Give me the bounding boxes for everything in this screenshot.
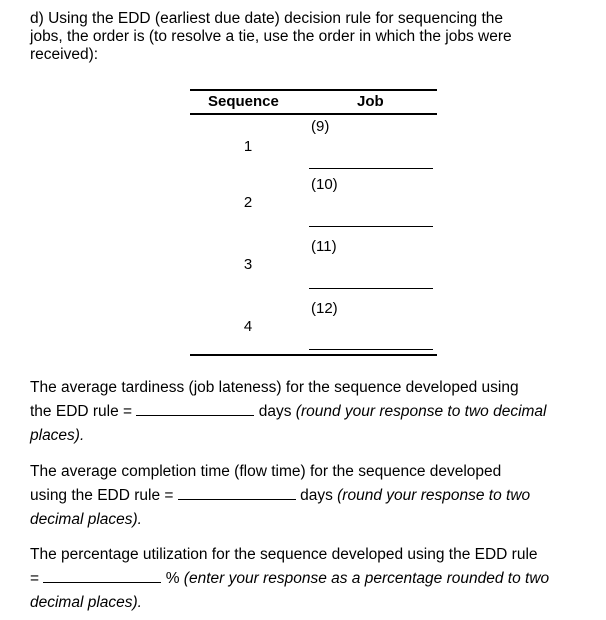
table-bottom-rule <box>190 354 437 356</box>
completion-unit: days <box>300 487 333 504</box>
tardiness-line-1: The average tardiness (job lateness) for the sequence developed using <box>30 379 519 396</box>
completion-line-1: The average completion time (flow time) for the sequence developed <box>30 463 502 480</box>
average-tardiness-input[interactable] <box>136 403 254 416</box>
sequence-number-1: 1 <box>243 138 253 155</box>
job-code-9: (9) <box>311 118 330 135</box>
average-completion-time-input[interactable] <box>178 487 296 500</box>
completion-question <box>30 460 530 532</box>
question-line-3: received): <box>30 46 99 63</box>
job-code-10: (10) <box>311 176 338 193</box>
tardiness-question <box>30 376 547 448</box>
sequence-header: Sequence <box>208 93 279 110</box>
question-line-2: jobs, the order is (to resolve a tie, use the order in which the jobs were <box>30 28 512 45</box>
utilization-question <box>30 543 549 615</box>
sequence-number-2: 2 <box>243 194 253 211</box>
utilization-instruction: (enter your response as a percentage rounded to two <box>183 570 550 587</box>
job-input-1[interactable] <box>309 168 433 169</box>
tardiness-unit: days <box>258 403 292 420</box>
tardiness-prefix: the EDD rule = <box>30 403 133 420</box>
utilization-input[interactable] <box>43 570 161 583</box>
question-line-1: d) Using the EDD (earliest due date) decision rule for sequencing the <box>30 10 504 27</box>
tardiness-instruction-end: places). <box>30 427 85 444</box>
completion-instruction-end: decimal places). <box>30 511 142 528</box>
utilization-line-2 <box>30 567 549 591</box>
question-intro <box>30 10 590 64</box>
completion-instruction: (round your response to two <box>337 487 531 504</box>
job-input-3[interactable] <box>309 288 433 289</box>
table-header-rule <box>190 113 437 115</box>
job-code-11: (11) <box>311 238 337 255</box>
tardiness-line-2 <box>30 400 547 424</box>
job-code-12: (12) <box>311 300 338 317</box>
utilization-instruction-end: decimal places). <box>30 594 142 611</box>
sequence-number-4: 4 <box>243 318 253 335</box>
utilization-line-1: The percentage utilization for the sequence developed using the EDD rule <box>30 546 538 563</box>
job-input-2[interactable] <box>309 226 433 227</box>
completion-prefix: using the EDD rule = <box>30 487 174 504</box>
utilization-unit: % <box>165 570 180 587</box>
job-header: Job <box>357 93 384 110</box>
job-input-4[interactable] <box>309 349 433 350</box>
utilization-prefix: = <box>30 570 40 587</box>
tardiness-instruction: (round your response to two decimal <box>295 403 547 420</box>
table-top-rule <box>190 89 437 91</box>
sequence-number-3: 3 <box>243 256 253 273</box>
completion-line-2 <box>30 484 530 508</box>
